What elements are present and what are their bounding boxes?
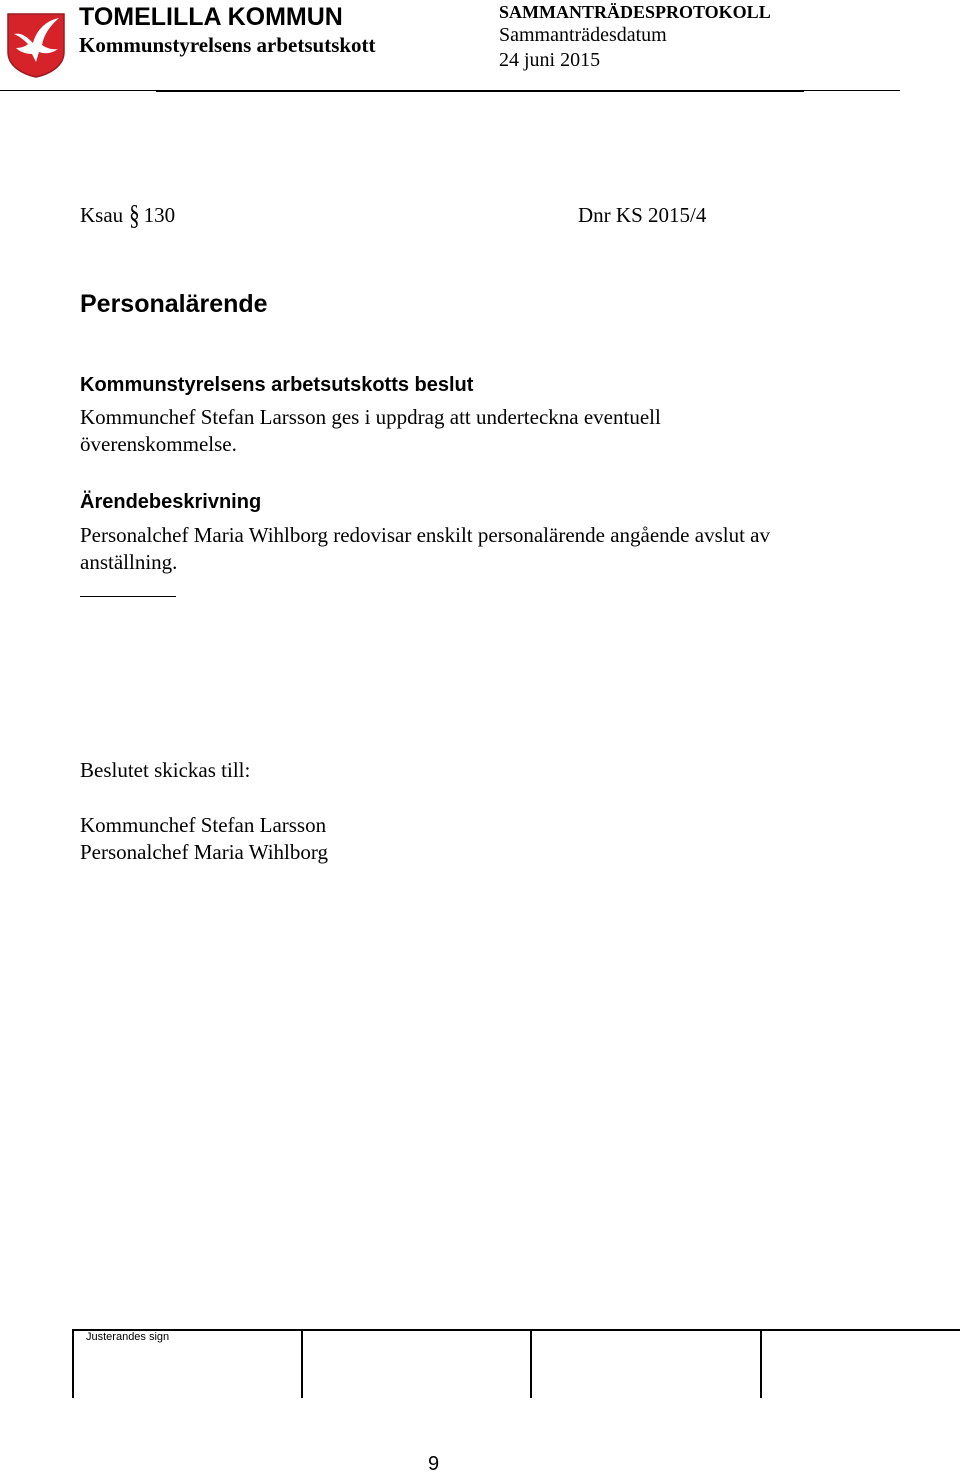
signature-cell [301, 1331, 531, 1398]
distribution-label: Beslutet skickas till: [80, 758, 251, 782]
paragraph-reference [80, 198, 176, 232]
registration-number: Dnr KS 2015/4 [578, 203, 707, 227]
coat-of-arms-icon [6, 12, 66, 78]
description-text: Personalchef Maria Wihlborg redovisar enskilt personalärende angående avslut av anställning. [80, 523, 770, 574]
matter-title: Personalärende [80, 290, 268, 318]
seagull-shield-icon [6, 12, 66, 78]
committee-name: Kommunstyrelsens arbetsutskott [79, 33, 376, 57]
organization-name: TOMELILLA KOMMUN [79, 3, 343, 31]
signature-box [72, 1329, 960, 1398]
recipient: Personalchef Maria Wihlborg [80, 840, 328, 864]
section-end-rule [80, 596, 176, 597]
paragraph-prefix: Ksau [80, 203, 124, 227]
signature-cell [760, 1331, 960, 1398]
paragraph-number: 130 [143, 203, 176, 227]
distribution-list [80, 812, 328, 866]
header-divider-thick [156, 90, 804, 92]
description-heading: Ärendebeskrivning [80, 491, 262, 513]
decision-heading: Kommunstyrelsens arbetsutskotts beslut [80, 374, 474, 396]
meeting-date-label: Sammanträdesdatum [499, 24, 667, 46]
recipient: Kommunchef Stefan Larsson [80, 813, 327, 837]
signature-label: Justerandes sign [86, 1331, 170, 1343]
meeting-date: 24 juni 2015 [499, 49, 601, 71]
decision-text: Kommunchef Stefan Larsson ges i uppdrag att underteckna eventuell överenskommelse. [80, 405, 661, 456]
signature-cell [530, 1331, 760, 1398]
page-number: 9 [428, 1453, 440, 1475]
protocol-title: SAMMANTRÄDESPROTOKOLL [499, 2, 771, 22]
section-symbol: § [129, 198, 140, 232]
